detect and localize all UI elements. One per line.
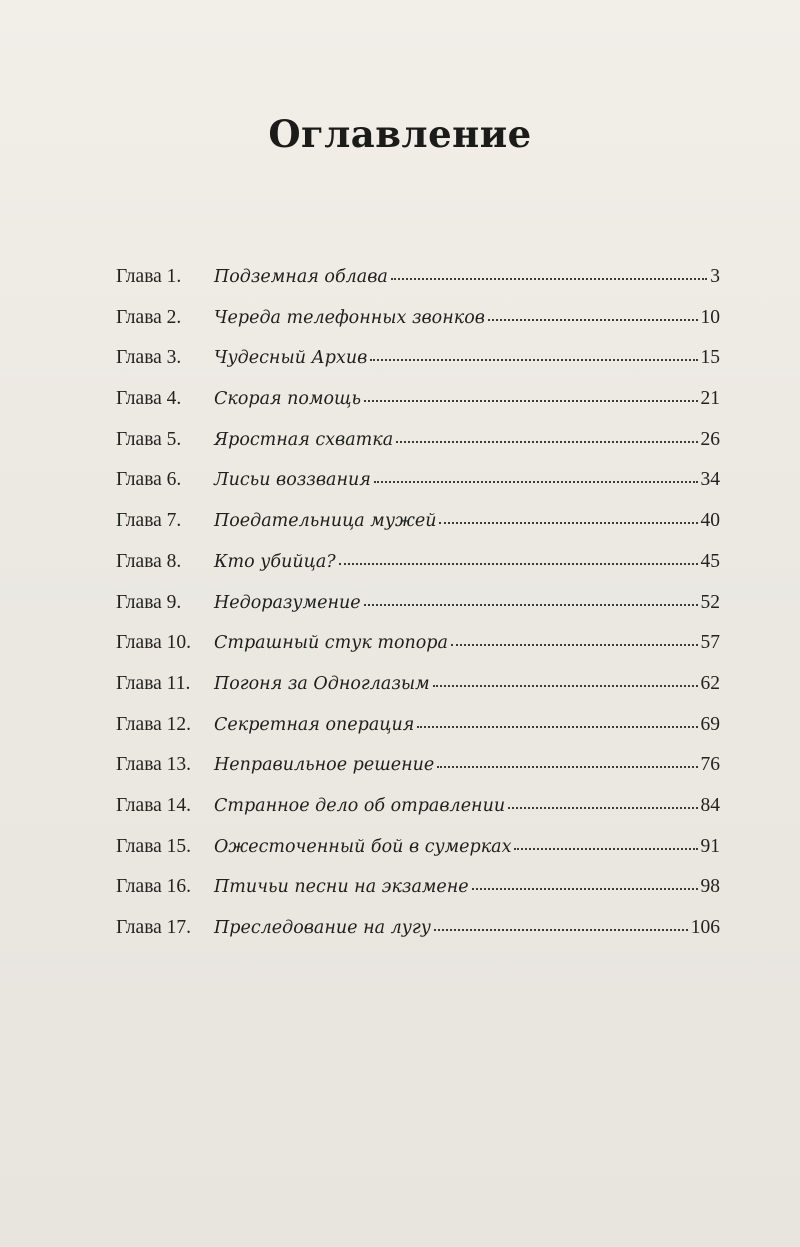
dot-leader [508, 807, 697, 809]
page-number: 57 [700, 632, 720, 654]
toc-entry [116, 427, 720, 468]
dot-leader [514, 848, 697, 850]
toc-entry [116, 834, 720, 875]
page-number: 40 [700, 510, 720, 532]
dot-leader [488, 319, 698, 321]
chapter-title: Кто убийца? [214, 551, 336, 572]
page-number: 52 [700, 591, 720, 613]
page-number: 3 [710, 266, 720, 287]
toc-entry [116, 874, 720, 915]
chapter-label: Глава 11. [116, 672, 191, 694]
toc-entry [116, 752, 720, 793]
toc-entry [116, 671, 720, 712]
page-number: 84 [700, 794, 720, 816]
chapter-label: Глава 15. [116, 835, 192, 857]
toc-entry [116, 915, 720, 956]
chapter-label: Глава 6. [116, 469, 182, 491]
page-number: 45 [700, 550, 720, 572]
chapter-label: Глава 7. [116, 510, 182, 532]
chapter-label: Глава 5. [116, 428, 182, 450]
toc-entry [116, 793, 720, 834]
dot-leader [434, 929, 688, 931]
chapter-title: Чудесный Архив [214, 348, 368, 369]
page-number: 15 [700, 347, 720, 369]
page-number: 26 [700, 428, 720, 450]
toc-list [116, 264, 720, 956]
chapter-label: Глава 1. [116, 266, 182, 287]
toc-entry [116, 305, 720, 346]
page-number: 34 [700, 469, 720, 491]
toc-entry [116, 549, 720, 590]
chapter-title: Подземная облава [214, 267, 388, 287]
dot-leader [396, 441, 697, 443]
chapter-title: Страшный стук топора [214, 633, 448, 654]
dot-leader [364, 604, 698, 606]
chapter-label: Глава 12. [116, 713, 192, 735]
dot-leader [451, 644, 698, 646]
toc-entry [116, 345, 720, 386]
page-number: 98 [700, 876, 720, 898]
chapter-title: Ожесточенный бой в сумерках [214, 836, 512, 857]
dot-leader [391, 278, 707, 280]
page-number: 91 [700, 835, 720, 857]
chapter-title: Неправильное решение [214, 755, 435, 776]
chapter-label: Глава 14. [116, 794, 192, 816]
chapter-title: Яростная схватка [214, 429, 394, 450]
chapter-title: Преследование на лугу [214, 918, 431, 938]
chapter-label: Глава 2. [116, 306, 182, 328]
toc-entry [116, 508, 720, 549]
dot-leader [339, 563, 698, 565]
page-number: 69 [700, 713, 720, 735]
chapter-label: Глава 8. [116, 550, 182, 572]
page-title: Оглавление [268, 112, 532, 156]
dot-leader [433, 685, 698, 687]
chapter-label: Глава 10. [116, 632, 192, 654]
dot-leader [364, 400, 697, 402]
chapter-title: Погоня за Одноглазым [214, 673, 430, 694]
page-number: 10 [700, 306, 720, 328]
page-number: 62 [700, 672, 720, 694]
chapter-title: Лисьи воззвания [214, 470, 371, 491]
dot-leader [472, 888, 698, 890]
dot-leader [370, 359, 697, 361]
page-number: 21 [700, 388, 720, 410]
toc-entry [116, 386, 720, 427]
chapter-label: Глава 13. [116, 754, 192, 776]
toc-entry [116, 467, 720, 508]
chapter-title: Секретная операция [214, 714, 415, 735]
dot-leader [374, 481, 698, 483]
chapter-title: Птичьи песни на экзамене [214, 877, 469, 898]
chapter-title: Череда телефонных звонков [214, 307, 485, 328]
chapter-title: Недоразумение [214, 592, 361, 613]
toc-entry [116, 590, 720, 631]
chapter-title: Скорая помощь [214, 389, 362, 410]
chapter-title: Странное дело об отравлении [214, 795, 506, 816]
toc-entry [116, 712, 720, 753]
toc-entry [116, 630, 720, 671]
chapter-label: Глава 17. [116, 917, 192, 938]
dot-leader [417, 726, 697, 728]
chapter-label: Глава 9. [116, 591, 182, 613]
toc-entry [116, 264, 720, 305]
chapter-label: Глава 16. [116, 876, 192, 898]
dot-leader [437, 766, 697, 768]
page-number: 106 [690, 917, 720, 938]
page-number: 76 [700, 754, 720, 776]
dot-leader [439, 522, 697, 524]
chapter-title: Поедательница мужей [214, 511, 437, 532]
chapter-label: Глава 4. [116, 388, 182, 410]
chapter-label: Глава 3. [116, 347, 182, 369]
